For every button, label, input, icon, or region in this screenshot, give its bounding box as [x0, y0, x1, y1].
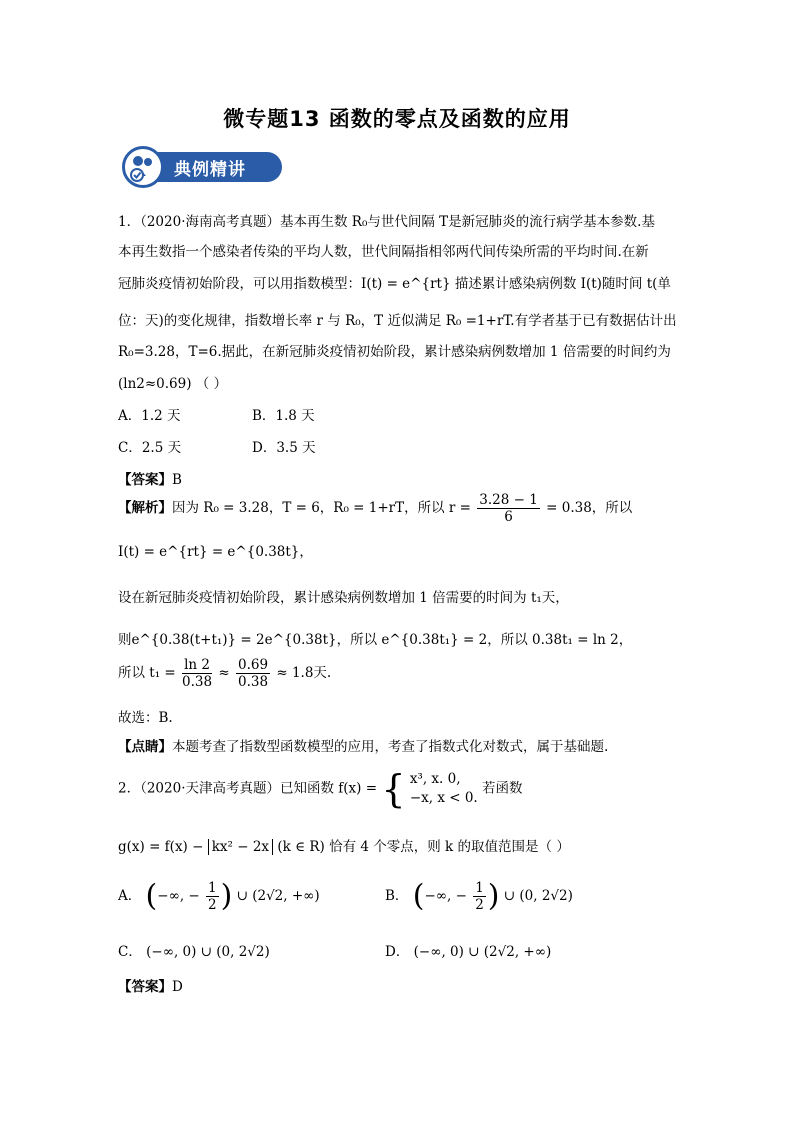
q2-option-a: A． (−∞, − $\frac{1}{2}$ ) ∪ (2√2, +∞): [118, 878, 320, 914]
fraction-numerator: ln 2: [182, 657, 212, 674]
q2-text-2a: g(x) = f(x) −: [118, 839, 204, 855]
q2-answer: [118, 975, 183, 995]
fraction-numerator: 1: [475, 880, 484, 896]
q1-line-4: 位：天)的变化规律，指数增长率 r 与 R₀，T 近似满足 R₀ =1+rT.有学者基于已有数据估计出: [118, 313, 677, 329]
q1-analysis-4: 则e^{0.38(t+t₁)} = 2e^{0.38t}，所以 e^{0.38t₁} = 2，所以 0.38t₁ = ln 2，: [118, 632, 633, 648]
fraction-069: [236, 657, 270, 690]
q2-line-1: [118, 767, 523, 811]
left-brace: {: [381, 767, 406, 811]
fraction-numerator: 0.69: [238, 657, 269, 673]
q2-option-d: D． (−∞, 0) ∪ (2√2, +∞): [385, 944, 552, 960]
fraction-denominator: 0.38: [238, 674, 269, 690]
page-title: 微专题13 函数的零点及函数的应用: [223, 107, 571, 131]
comment-text: 本题考查了指数型函数模型的应用，考查了指数式化对数式，属于基础题.: [172, 739, 609, 755]
q2-text-1b: 若函数: [482, 780, 523, 797]
q1-line-5: R₀=3.28，T=6.据此，在新冠肺炎疫情初始阶段，累计感染病例数增加 1 倍需要的时间约为: [118, 344, 671, 360]
analysis-label: 【解析】: [118, 500, 172, 516]
q2-option-b: B． (−∞, − $\frac{1}{2}$ ) ∪ (0, 2√2): [385, 878, 573, 914]
piecewise-cases: [410, 770, 478, 808]
q1-line-1: 1．（2020·海南高考真题）基本再生数 R₀与世代间隔 T是新冠肺炎的流行病学基本参数.基: [118, 214, 655, 230]
option-text: −∞, −: [157, 888, 200, 904]
case-2: −x, x < 0.: [409, 790, 478, 806]
q1-answer: [118, 468, 182, 488]
q1-analysis-1: [118, 492, 632, 525]
fraction-half: [473, 880, 486, 913]
q1-line-3: 冠肺炎疫情初始阶段，可以用指数模型：I(t) = e^{rt} 描述累计感染病例数 I(t)随时间 t(单: [118, 276, 671, 292]
q1-comment: [118, 735, 608, 755]
section-banner-label: 典例精讲: [174, 160, 246, 180]
option-text: −∞, −: [424, 888, 467, 904]
option-label: B．: [385, 888, 409, 904]
answer-label: 【答案】: [118, 979, 172, 995]
fraction-numerator: 3.28 − 1: [479, 492, 538, 508]
people-check-icon: [122, 146, 164, 188]
analysis-text-1b: = 0.38，所以: [546, 500, 633, 516]
option-tail: ∪ (0, 2√2): [503, 888, 573, 904]
absolute-value: kx² − 2x: [208, 839, 273, 855]
fraction-denominator: 2: [475, 897, 484, 913]
option-label: A．: [118, 888, 142, 904]
fraction-half: [206, 880, 219, 913]
q1-option-c: C．2.5 天: [118, 440, 182, 456]
fraction-r: [477, 492, 540, 525]
answer-label: 【答案】: [118, 472, 172, 488]
q1-option-b: B．1.8 天: [252, 408, 315, 424]
answer-value: B: [172, 472, 182, 488]
analysis-text-5a: 所以 t₁ =: [118, 665, 176, 681]
answer-value: D: [172, 979, 183, 995]
q2-text-2b: (k ∈ R) 恰有 4 个零点，则 k 的取值范围是（ ）: [277, 839, 570, 855]
q2-text-1a: 2．（2020·天津高考真题）已知函数 f(x) =: [118, 780, 378, 797]
q1-analysis-3: 设在新冠肺炎疫情初始阶段，累计感染病例数增加 1 倍需要的时间为 t₁天，: [118, 590, 569, 606]
q2-option-c: C． (−∞, 0) ∪ (0, 2√2): [118, 944, 270, 960]
analysis-text-5b: ≈ 1.8天.: [276, 665, 332, 681]
approx-sign: ≈: [218, 665, 230, 681]
q1-line-6: (ln2≈0.69) （ ）: [118, 376, 228, 392]
q1-analysis-5: [118, 657, 331, 690]
case-1: x³, x. 0,: [409, 771, 461, 787]
q1-choose: 故选：B.: [118, 710, 173, 726]
fraction-denominator: 0.38: [182, 674, 213, 690]
comment-label: 【点睛】: [118, 739, 172, 755]
q2-line-2: [118, 835, 570, 855]
q1-analysis-2: I(t) = e^{rt} = e^{0.38t}，: [118, 544, 313, 560]
q1-option-a: A．1.2 天: [118, 408, 181, 424]
fraction-denominator: 6: [504, 509, 513, 525]
analysis-text-1a: 因为 R₀ = 3.28，T = 6，R₀ = 1+rT，所以 r =: [172, 500, 471, 516]
fraction-denominator: 2: [208, 897, 217, 913]
section-banner: [122, 146, 282, 188]
option-tail: ∪ (2√2, +∞): [236, 888, 320, 904]
q1-option-d: D．3.5 天: [252, 440, 316, 456]
fraction-ln2: [182, 657, 212, 690]
q1-line-2: 本再生数指一个感染者传染的平均人数，世代间隔指相邻两代间传染所需的平均时间.在新: [118, 244, 649, 260]
fraction-numerator: 1: [208, 880, 217, 896]
